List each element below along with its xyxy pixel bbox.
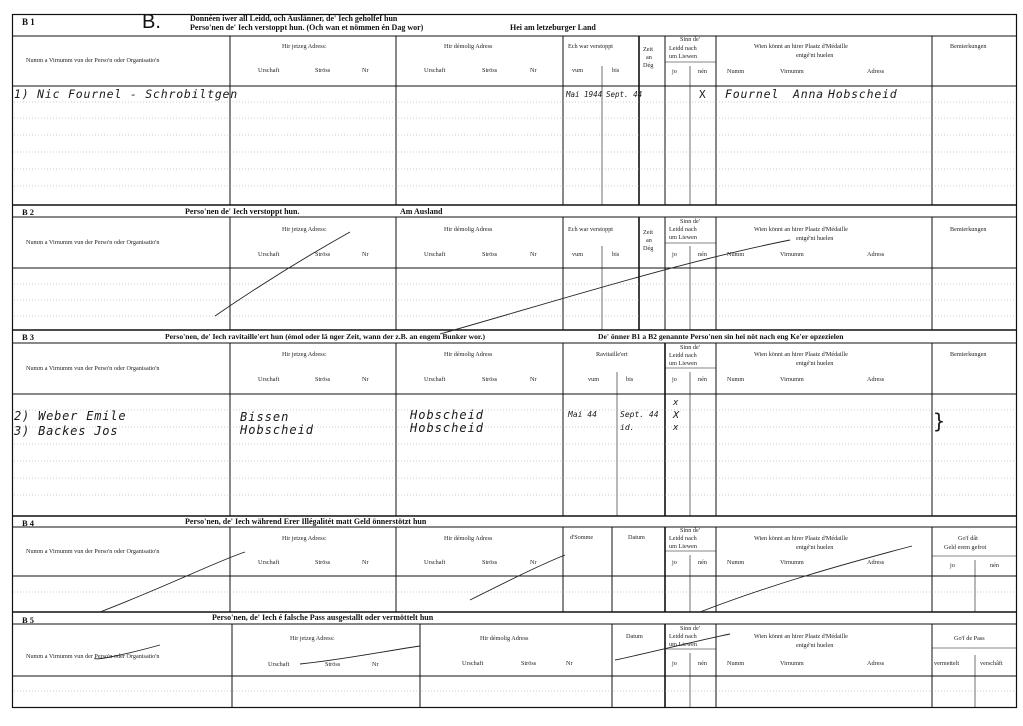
col-ort-b4: Urschaft — [258, 559, 280, 566]
hw-b1-numm: Fournel — [725, 87, 780, 101]
col-gof2-b4: Geld erem gefrot — [944, 544, 987, 551]
col-bis-b3: bis — [626, 376, 634, 383]
col-str-b3: Ströss — [315, 376, 331, 383]
section-id-b5: B 5 — [22, 615, 35, 625]
col-somme-b4: d'Somme — [570, 534, 594, 541]
hw-b3-x1: x — [673, 398, 679, 408]
hw-b3-from: Mai 44 — [568, 410, 597, 419]
col-jo-b5: jo — [672, 660, 677, 667]
col-numm-b5: Numm — [727, 660, 745, 667]
col-zeit3-b1: Dég — [643, 62, 654, 69]
col-str-b4: Ströss — [315, 559, 331, 566]
col-zeit1-b1: Zeit — [643, 46, 653, 53]
col-sinn1-b2: Sinn de' — [680, 218, 700, 225]
hw-b3-name1: 2) Weber Emile — [14, 409, 127, 423]
section-title2-b3: De' önner B1 a B2 genannte Perso'nen sin hei nöt nach eng Ke'er opzezielen — [598, 332, 844, 341]
col-ort2-b4: Urschaft — [424, 559, 446, 566]
col-bem-b3: Bemierkungen — [950, 351, 987, 358]
col-old-b1: Hir démolig Adress — [444, 43, 493, 50]
col-virnumm-b4: Virnumm — [780, 559, 804, 566]
col-jo-b2: jo — [672, 251, 677, 258]
col-wien1-b3: Wien könnt an hirer Plaatz d'Médaille — [754, 351, 848, 358]
section-title2-b2: Am Ausland — [400, 207, 443, 216]
col-nr2-b2: Nr — [530, 251, 537, 258]
col-name-b1: Numm a Virnumm vun der Perso'n oder Organisatio'n — [26, 57, 160, 64]
col-ort2-b2: Urschaft — [424, 251, 446, 258]
col-old-b5: Hir démolig Adress — [480, 635, 529, 642]
col-ort2-b5: Urschaft — [462, 660, 484, 667]
col-wien2-b2: entgé'nt huelen — [796, 235, 834, 242]
col-ort-b5: Urschaft — [268, 661, 290, 668]
col-ort2-b1: Urschaft — [424, 67, 446, 74]
col-nr2-b3: Nr — [530, 376, 537, 383]
col-vum-b2: vum — [572, 251, 584, 258]
hw-b3-x2: X — [673, 410, 680, 421]
col-ort-b1: Urschaft — [258, 67, 280, 74]
col-cur-b4: Hir jetzeg Adress: — [282, 535, 327, 542]
col-old-b4: Hir démolig Adress — [444, 535, 493, 542]
section-title-b2: Perso'nen de' Iech verstoppt hun. — [185, 207, 300, 216]
hw-b3-old1: Hobscheid — [410, 408, 485, 422]
col-virnumm-b2: Virnumm — [780, 251, 804, 258]
col-zeit3-b2: Dég — [643, 245, 654, 252]
hw-b1-adress: Hobscheid — [828, 87, 898, 101]
col-sinn3-b3: um Liewen — [669, 360, 698, 367]
hw-b3-brace: } — [933, 409, 946, 433]
section-title-b4: Perso'nen, de' Iech während Erer Illégalitét matt Geld önnerstötzt hun — [185, 517, 427, 526]
col-str2-b4: Ströss — [482, 559, 498, 566]
col-sinn3-b2: um Liewen — [669, 234, 698, 241]
col-zeit1-b2: Zeit — [643, 229, 653, 236]
col-rav-b3: Ravitaille'ert — [596, 351, 628, 358]
cancel-stroke-b4c — [700, 546, 912, 612]
col-wien1-b1: Wien könnt an hirer Plaatz d'Médaille — [754, 43, 848, 50]
col-nr2-b1: Nr — [530, 67, 537, 74]
col-jo-b4: jo — [672, 559, 677, 566]
col-sinn1-b1: Sinn de' — [680, 36, 700, 43]
col-jo-b3: jo — [672, 376, 677, 383]
col-str2-b1: Ströss — [482, 67, 498, 74]
col-name-b4: Numm a Virnumm vun der Perso'n oder Organisatio'n — [26, 548, 160, 555]
hw-b3-ort2: Hobscheid — [240, 423, 315, 437]
col-vum-b1: vum — [572, 67, 584, 74]
col-str-b5: Ströss — [325, 661, 341, 668]
col-adress-b1: Adress — [867, 68, 885, 75]
col-ort-b2: Urschaft — [258, 251, 280, 258]
col-adress-b5: Adress — [867, 660, 885, 667]
col-name-b3: Numm a Virnumm vun der Perso'n oder Organisatio'n — [26, 365, 160, 372]
top-title-line2: Perso'nen de' Iech verstoppt hun. (Och wan et nömmen én Dag wor) — [190, 23, 424, 32]
col-zeit2-b2: an — [646, 237, 652, 244]
col-virnumm-b1: Virnumm — [780, 68, 804, 75]
col-name-b5: Numm a Virnumm vun der Perso'n oder Organisatio'n — [26, 653, 160, 660]
col-nen2-b4: nén — [990, 562, 999, 569]
col-bis-b1: bis — [612, 67, 620, 74]
section-title-b5: Perso'nen, de' Iech é falsche Pass ausgestallt oder vermöttelt hun — [212, 613, 434, 622]
col-sinn2-b4: Leidd nach — [669, 535, 697, 542]
section-id-b4: B 4 — [22, 518, 35, 528]
col-sinn2-b3: Leidd nach — [669, 352, 697, 359]
col-numm-b1: Numm — [727, 68, 745, 75]
col-ort2-b3: Urschaft — [424, 376, 446, 383]
col-nen-b3: nén — [698, 376, 707, 383]
col-sinn3-b1: um Liewen — [669, 53, 698, 60]
section-id-b1: B 1 — [22, 17, 35, 27]
col-sinn2-b2: Leidd nach — [669, 226, 697, 233]
hw-b3-to: Sept. 44 — [620, 410, 659, 419]
hw-b3-name2: 3) Backes Jos — [14, 424, 119, 438]
col-nr-b5: Nr — [372, 661, 379, 668]
col-numm-b2: Numm — [727, 251, 745, 258]
col-hid-b2: Ech war verstoppt — [568, 226, 614, 233]
col-sinn3-b5: um Liewen — [669, 641, 698, 648]
col-nr-b1: Nr — [362, 67, 369, 74]
col-vum-b3: vum — [588, 376, 600, 383]
col-nen-b5: nén — [698, 660, 707, 667]
form-letter: B. — [142, 11, 161, 33]
col-bis-b2: bis — [612, 251, 620, 258]
section-id-b3: B 3 — [22, 332, 35, 342]
col-wien2-b3: entgé'nt huelen — [796, 360, 834, 367]
col-datum-b5: Datum — [626, 633, 643, 640]
hw-b1-virnumm: Anna — [793, 87, 824, 101]
col-cur-b1: Hir jetzeg Adress: — [282, 43, 327, 50]
col-nr-b2: Nr — [362, 251, 369, 258]
col-sinn3-b4: um Liewen — [669, 543, 698, 550]
col-cur-b2: Hir jetzeg Adress: — [282, 226, 327, 233]
hw-b1-to: Sept. 44 — [606, 90, 643, 99]
col-str2-b3: Ströss — [482, 376, 498, 383]
col-datum-b4: Datum — [628, 534, 645, 541]
col-name-b2: Numm a Virnumm vun der Perso'n oder Organisatio'n — [26, 239, 160, 246]
hw-b3-old2: Hobscheid — [410, 421, 485, 435]
col-nen-b1: nén — [698, 68, 707, 75]
col-gof-b5: Go'f de Pass — [954, 635, 985, 642]
col-nr2-b4: Nr — [530, 559, 537, 566]
col-str2-b2: Ströss — [482, 251, 498, 258]
hw-b3-ort1: Bissen — [240, 410, 290, 424]
col-adress-b2: Adress — [867, 251, 885, 258]
col-gof1-b4: Go'f dât — [958, 535, 978, 542]
col-sinn1-b4: Sinn de' — [680, 527, 700, 534]
hw-b3-x3: x — [673, 423, 679, 433]
col-virnumm-b5: Virnumm — [780, 660, 804, 667]
hw-b1-x: X — [699, 88, 706, 101]
hw-b1-from: Mai 1944 — [566, 90, 603, 99]
col-wien1-b2: Wien könnt an hirer Plaatz d'Médaille — [754, 226, 848, 233]
col-nr-b4: Nr — [362, 559, 369, 566]
col-wien2-b1: entgé'nt huelen — [796, 52, 834, 59]
section-id-b2: B 2 — [22, 207, 35, 217]
col-zeit2-b1: an — [646, 54, 652, 61]
col-bem-b2: Bemierkungen — [950, 226, 987, 233]
cancel-stroke-b2a — [215, 232, 350, 316]
col-str-b2: Ströss — [315, 251, 331, 258]
col-str2-b5: Ströss — [521, 660, 537, 667]
col-nen-b2: nén — [698, 251, 707, 258]
cancel-stroke-b4a — [100, 552, 245, 612]
col-sinn1-b5: Sinn de' — [680, 625, 700, 632]
col-str-b1: Ströss — [315, 67, 331, 74]
col-sinn2-b5: Leidd nach — [669, 633, 697, 640]
col-nr-b3: Nr — [362, 376, 369, 383]
col-cur-b5: Hir jetzeg Adress: — [290, 635, 335, 642]
col-sinn1-b3: Sinn de' — [680, 344, 700, 351]
col-verm2-b5: verschâft — [980, 660, 1003, 667]
col-nr2-b5: Nr — [566, 660, 573, 667]
col-verm1-b5: vermettelt — [934, 660, 960, 667]
col-wien1-b5: Wien könnt an hirer Plaatz d'Médaille — [754, 633, 848, 640]
col-jo-b1: jo — [672, 68, 677, 75]
col-hid-b1: Ech war verstoppt — [568, 43, 614, 50]
col-adress-b3: Adress — [867, 376, 885, 383]
hw-b1-name: 1) Nic Fournel - Schrobiltgen — [14, 87, 238, 101]
col-jo2-b4: jo — [950, 562, 955, 569]
col-sinn2-b1: Leidd nach — [669, 45, 697, 52]
col-numm-b3: Numm — [727, 376, 745, 383]
col-old-b3: Hir démolig Adress — [444, 351, 493, 358]
col-old-b2: Hir démolig Adress — [444, 226, 493, 233]
col-cur-b3: Hir jetzeg Adress: — [282, 351, 327, 358]
col-virnumm-b3: Virnumm — [780, 376, 804, 383]
section-title-b3: Perso'nen, de' Iech ravitaille'ert hun (émol oder lä nger Zeit, wann der z.B. an engem Bunker wor.) — [165, 332, 485, 341]
col-adress-b4: Adress — [867, 559, 885, 566]
top-title-line1: Donnéen iwer all Leidd, och Auslänner, de' Iech geholfef hun — [190, 14, 398, 23]
col-nen-b4: nén — [698, 559, 707, 566]
top-title-line2b: Hei am letzeburger Land — [510, 23, 596, 32]
col-wien2-b5: entgé'nt huelen — [796, 642, 834, 649]
hw-b3-to2: id. — [620, 423, 635, 432]
col-wien2-b4: entgé'nt huelen — [796, 544, 834, 551]
col-numm-b4: Numm — [727, 559, 745, 566]
col-bem-b1: Bemierkungen — [950, 43, 987, 50]
col-wien1-b4: Wien könnt an hirer Plaatz d'Médaille — [754, 535, 848, 542]
col-ort-b3: Urschaft — [258, 376, 280, 383]
